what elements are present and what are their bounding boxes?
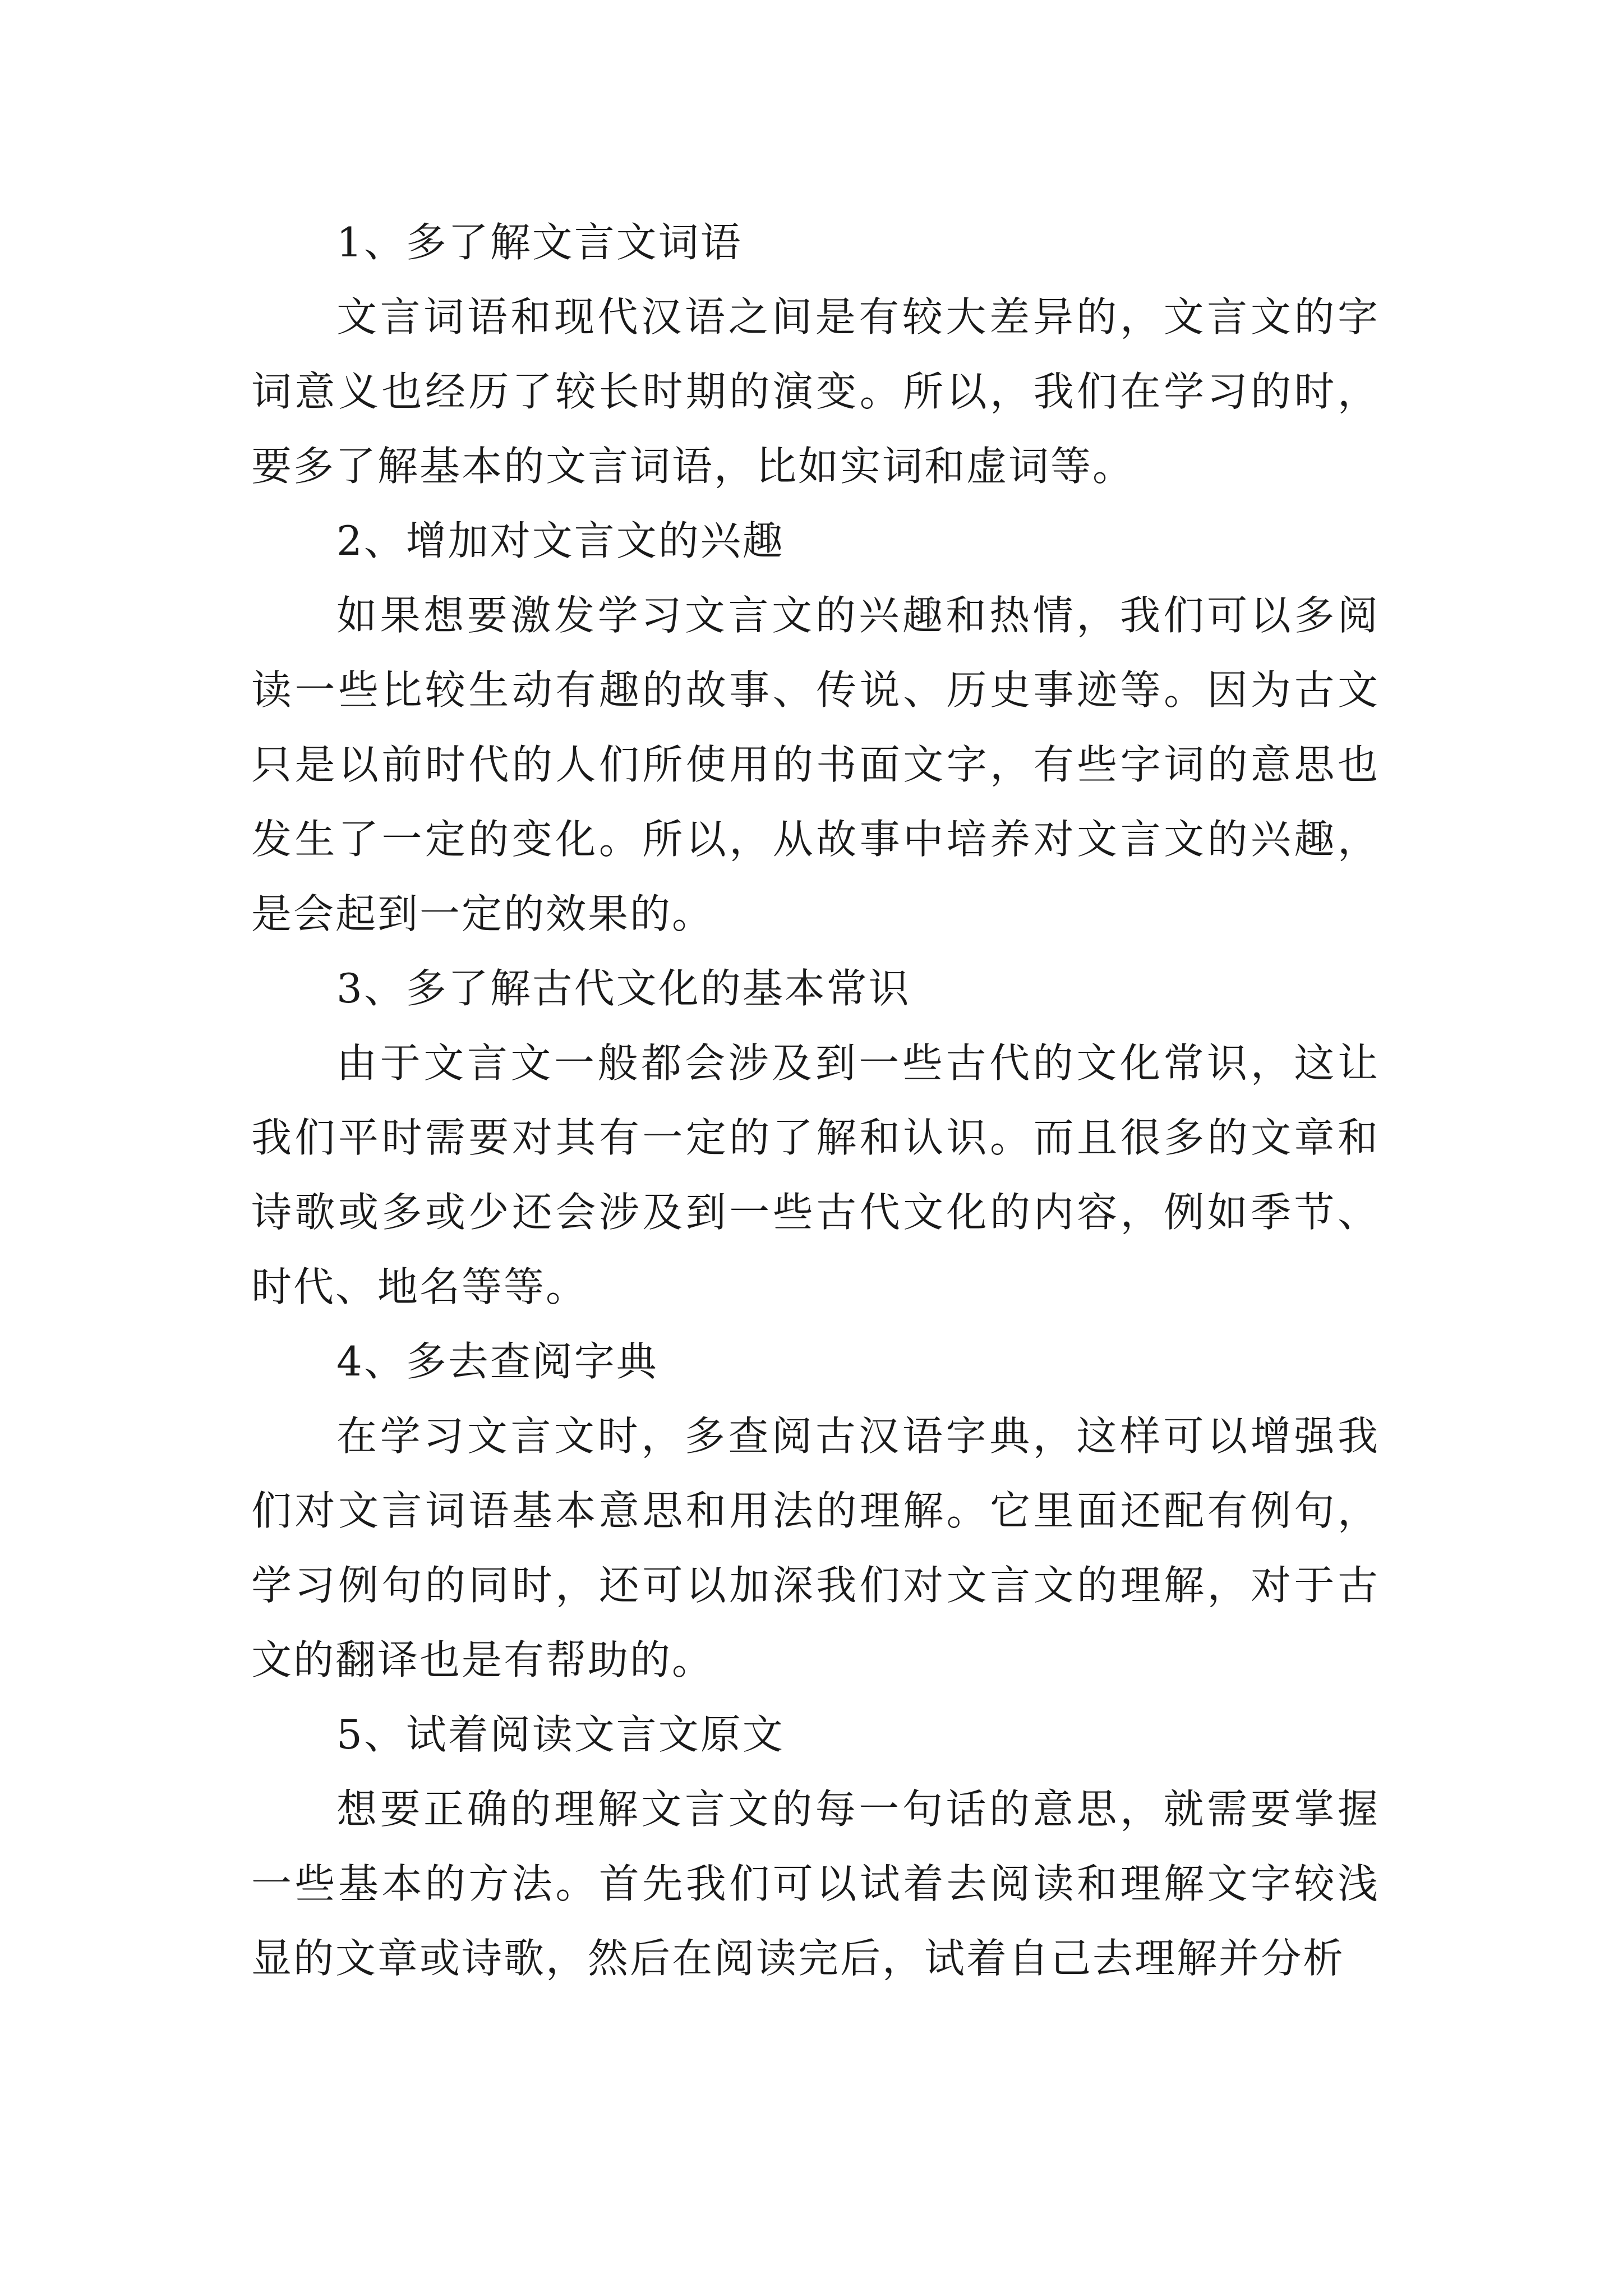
section-heading-5: 5、试着阅读文言文原文: [336, 1711, 785, 1758]
paragraph-2: 如果想要激发学习文言文的兴趣和热情，我们可以多阅读一些比较生动有趣的故事、传说、历史事迹等。因为古文只是以前时代的人们所使用的书面文字，有些字词的意思也发生了一定的变化。所以，从故事中培养对文言文的兴趣，是会起到一定的效果的。: [251, 592, 1380, 937]
section-heading-4: 4、多去查阅字典: [336, 1338, 658, 1385]
section-heading-1: 1、多了解文言文词语: [336, 219, 743, 266]
paragraph-5: 想要正确的理解文言文的每一句话的意思，就需要掌握一些基本的方法。首先我们可以试着去阅读和理解文字较浅显的文章或诗歌，然后在阅读完后，试着自己去理解并分析: [251, 1786, 1380, 1982]
document-body: [251, 205, 1380, 1996]
section-heading-2: 2、增加对文言文的兴趣: [336, 517, 785, 564]
paragraph-3: 由于文言文一般都会涉及到一些古代的文化常识，这让我们平时需要对其有一定的了解和认识。而且很多的文章和诗歌或多或少还会涉及到一些古代文化的内容，例如季节、时代、地名等等。: [251, 1039, 1380, 1310]
paragraph-1: 文言词语和现代汉语之间是有较大差异的，文言文的字词意义也经历了较长时期的演变。所以，我们在学习的时，要多了解基本的文言词语，比如实词和虚词等。: [251, 293, 1380, 490]
paragraph-4: 在学习文言文时，多查阅古汉语字典，这样可以增强我们对文言词语基本意思和用法的理解。它里面还配有例句，学习例句的同时，还可以加深我们对文言文的理解，对于古文的翻译也是有帮助的。: [251, 1412, 1380, 1683]
section-heading-3: 3、多了解古代文化的基本常识: [336, 965, 911, 1012]
